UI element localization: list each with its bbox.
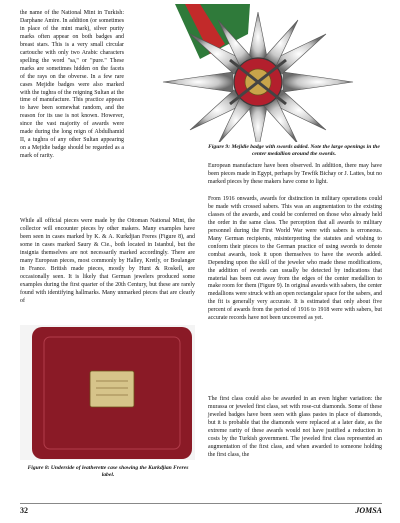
right-column-bottom-text: [208, 396, 382, 463]
figure-8-photo: [20, 325, 195, 460]
paragraph: The first class could also be awarded in an even higher variation: the murassa or jeweled first class, set with rose-cut diamonds. Some of these jeweled badges have been seen with glass pastes in place of diamonds, but it is probable that the diamonds were replaced at a later date, as the extreme rarity of these awards would not have justified a reduction in costs by the Turkish government. The jeweled first class represented an augmentation of the first class, and when awarded to someone holding the first class, the: [208, 396, 382, 458]
paragraph: While all official pieces were made by the Ottoman National Mint, the collector will encounter pieces by other makers. Many examples have been seen in cases marked by K. & A. Kurkdjian Freres (Figure 8), and some in cases marked Saury & Cie., both located in Istanbul, but the insignia themselves are not necessarily marked accordingly. There are many European pieces, most commonly by Halley, Kretly, or Boulanger in France. British made pieces, mostly by Hunt & Roskell, are occasionally seen. It is likely that German jewelers produced some examples during the first quarter of the 20th Century, but these are rarely found with identifying hallmarks. Many unmarked pieces that are clearly of: [20, 218, 195, 304]
paragraph: European manufacture have been observed. In addition, there may have been pieces made in Egypt, perhaps by Tewfik Bichay or J. Lattes, but no marked pieces by these makers have come to light.: [208, 163, 382, 185]
figure-8-caption: Figure 8: Underside of leatherette case showing the Kurkdjian Freres label.: [27, 465, 189, 478]
figure-9-photo: [130, 4, 382, 142]
leatherette-case-image: [20, 325, 195, 460]
left-column-top-text: [20, 10, 124, 164]
left-column-mid-text: [20, 218, 195, 308]
paragraph: the name of the National Mint in Turkish: Darphane Amire. In addition (or sometimes in place of the mint mark), silver purity marks often appear on both badges and breast stars. This is a very small circular cartouche with only two Arabic characters spelling the word "sa," or "pure." These marks are sometimes hidden on the facets of the rays on the obverse. In a few rare cases Mejidie badges were also marked with the tughra of the reigning Sultan at the time of manufacture. This practice appears to have been somewhat random, and the reason for its use is not known. However, since the vast majority of awards were made during the long reign of Abdulhamid II, a tughra of any other Sultan appearing on a Mejidie badge should be regarded as a mark of rarity.: [20, 10, 124, 160]
footer-rule: [20, 503, 382, 504]
paragraph: From 1916 onwards, awards for distinction in military operations could be made with crossed sabers. This was an augmentation to the existing classes of the awards, and could be conferred on those who already held the order in the same class. The perception that all awards to military personnel during the First World War were with sabers is erroneous. Many German recipients, misinterpreting the statutes and wishing to conform their pieces to the German practice of using swords to denote combat awards, took it upon themselves to have the swords added. Depending upon the skill of the jeweler who made these modifications, the addition of swords can usually be detected by indications that material has been cut away from the edges of the center medallion to make room for them (Figure 9). In original awards with sabers, the center medallions were struck with an open rectangular space for the sabers, and the fit is generally very accurate. It is estimated that only about five percent of awards from the period of 1916 to 1918 were with sabers, but accurate records have not been uncovered as yet.: [208, 196, 382, 322]
journal-name: JOMSA: [355, 506, 382, 515]
right-column-top-text: [208, 163, 382, 190]
page-number: 32: [20, 506, 28, 515]
right-column-mid-text: [208, 196, 382, 326]
mejidie-badge-image: [130, 4, 382, 142]
figure-9-caption: Figure 9: Mejidie badge with swords added. Note the large openings in the center medallion around the swords.: [208, 144, 380, 157]
